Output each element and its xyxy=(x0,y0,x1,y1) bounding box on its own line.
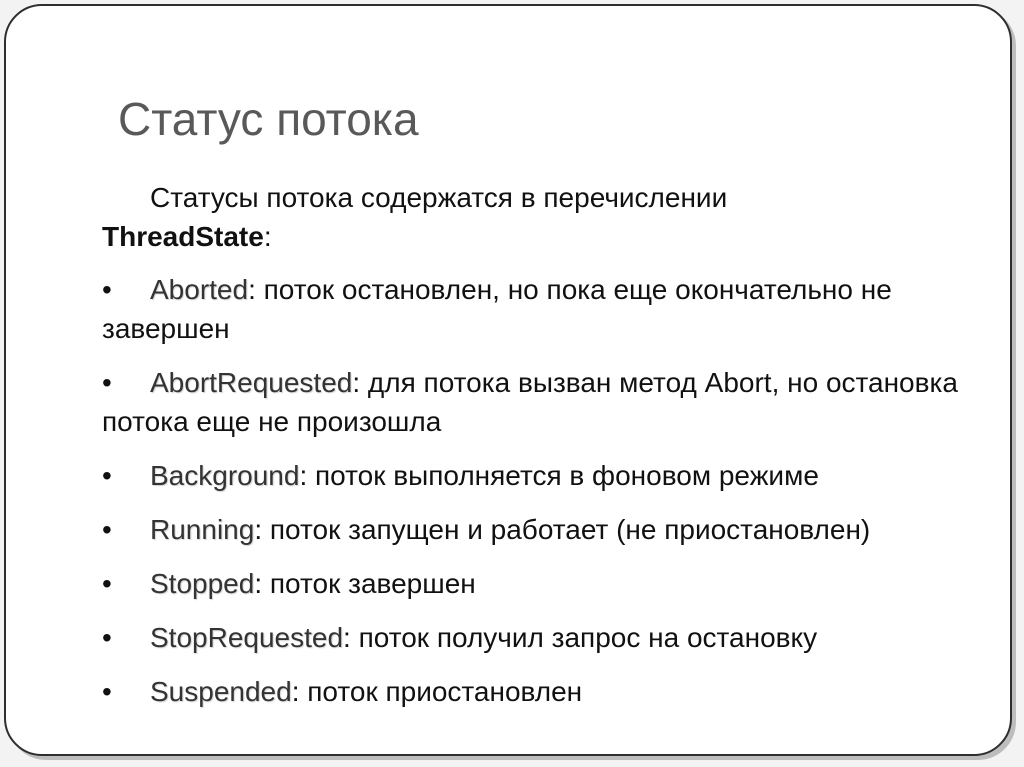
item-desc: : поток выполняется в фоновом режиме xyxy=(299,460,819,491)
list-item xyxy=(102,672,992,711)
intro-paragraph xyxy=(102,178,992,256)
item-desc: : поток остановлен, но пока еще окончательно не завершен xyxy=(102,274,892,344)
intro-text: Статусы потока содержатся в перечислении xyxy=(150,182,728,213)
item-desc: : поток приостановлен xyxy=(291,676,583,707)
item-desc: : для потока вызван метод Abort, но остановка потока еще не произошла xyxy=(102,367,958,437)
thread-state-list xyxy=(102,270,992,726)
bullet-icon: • xyxy=(102,514,112,545)
enum-suffix: : xyxy=(263,221,272,252)
item-term: Running xyxy=(150,514,255,545)
list-item xyxy=(102,618,992,657)
item-term: AbortRequested xyxy=(150,367,353,398)
list-item xyxy=(102,510,992,549)
list-item xyxy=(102,270,992,348)
bullet-icon: • xyxy=(102,622,112,653)
item-term: Suspended xyxy=(150,676,292,707)
slide-frame xyxy=(4,4,1012,756)
item-term: Background xyxy=(150,460,300,491)
item-desc: : поток завершен xyxy=(254,568,476,599)
item-term: StopRequested xyxy=(150,622,344,653)
item-desc: : поток запущен и работает (не приостановлен) xyxy=(254,514,871,545)
bullet-icon: • xyxy=(102,274,112,305)
enum-name: ThreadState xyxy=(102,221,264,252)
bullet-icon: • xyxy=(102,367,112,398)
bullet-icon: • xyxy=(102,676,112,707)
list-item xyxy=(102,564,992,603)
bullet-icon: • xyxy=(102,568,112,599)
page-title: Статус потока xyxy=(118,93,419,145)
bullet-icon: • xyxy=(102,460,112,491)
item-term: Aborted xyxy=(150,274,249,305)
item-term: Stopped xyxy=(150,568,255,599)
list-item xyxy=(102,363,992,441)
list-item xyxy=(102,456,992,495)
item-desc: : поток получил запрос на остановку xyxy=(343,622,818,653)
